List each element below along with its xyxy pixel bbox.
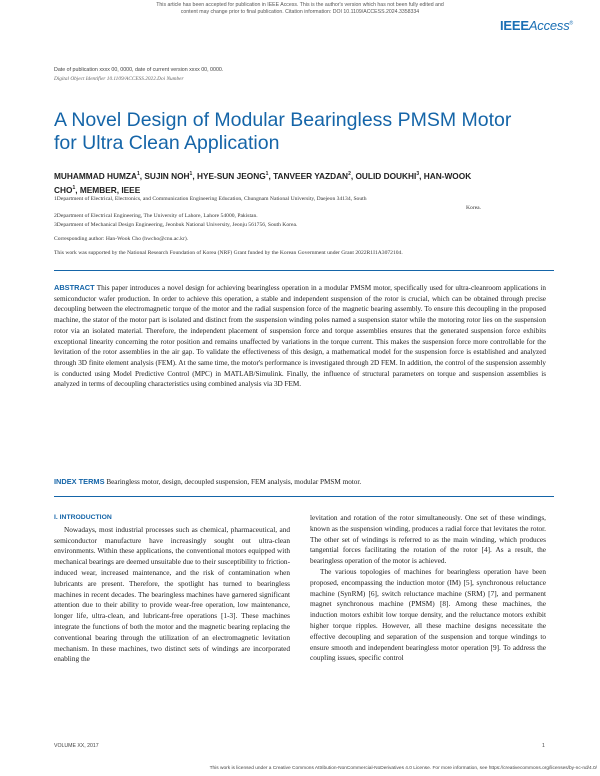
funding-statement: This work was supported by the National Research Foundation of Korea (NRF) Grant funded by the Korean Government under Grant 2022R1I1A3072104.: [54, 250, 403, 256]
author-name: HAN-WOOK CHO: [54, 170, 472, 195]
index-terms-body: Bearingless motor, design, decoupled suspension, FEM analysis, modular PMSM motor.: [106, 478, 362, 486]
author-membership: MEMBER, IEEE: [79, 184, 141, 195]
author-affil-mark: 2: [348, 171, 351, 177]
logo-registered: ®: [569, 20, 574, 27]
license-notice: This work is licensed under a Creative Commons Attribution-NonCommercial-NoDerivatives 4.0 License. For more information, see https://creativecommons.org/licenses/by-nc-nd/4.0/: [209, 766, 597, 771]
author-affil-mark: 1: [189, 171, 193, 177]
abstract-heading: ABSTRACT: [54, 283, 95, 292]
abstract: [54, 283, 546, 390]
ieee-access-logo: [500, 18, 573, 33]
logo-ieee: IEEE: [500, 18, 529, 33]
author-name: TANVEER YAZDAN: [273, 170, 349, 181]
author-affil-mark: 1: [136, 171, 140, 177]
author-affil-mark: 1: [265, 171, 269, 177]
author-affil-mark: 1: [72, 184, 76, 191]
index-terms: [54, 477, 546, 486]
author-list: MUHAMMAD HUMZA$^1$, SUJIN NOH$^1$, HYE-SUN JEONG$^1$, TANVEER YAZDAN$^2$, OULID DOUKHI$^3$, HAN-WOOK CHO$^1$, MEMBER, IEEE: [54, 170, 472, 195]
author-name: MUHAMMAD HUMZA: [54, 170, 137, 181]
paper-title: A Novel Design of Modular Bearingless PMSM Motor for Ultra Clean Application: [54, 109, 512, 154]
author-name: SUJIN NOH: [144, 170, 190, 181]
doi-line: Digital Object Identifier 10.1109/ACCESS.2022.Doi Number: [54, 76, 184, 82]
affiliation-1-cont: Korea.: [466, 204, 482, 211]
divider: [54, 496, 554, 497]
notice-line-1: This article has been accepted for publication in IEEE Access. This is the author's version which has not been fully edited and: [156, 2, 444, 8]
notice-line-2: content may change prior to final publication. Citation information: DOI 10.1109/ACCESS.2024.3358334: [180, 9, 420, 15]
volume-footer: VOLUME XX, 2017: [54, 743, 99, 749]
logo-access: Access: [528, 18, 570, 33]
abstract-body: This paper introduces a novel design for achieving bearingless operation in a modular PMSM motor, specifically used for ultra-cleanroom applications in semiconductor wafer production. In order to achieve this operation, a stable and independent suspension of the rotor is crucial, which can be obtained through precise decoupling between the electromagnetic torque of the motor and the radial suspension force of the magnetic bearing assembly. To ensure this decoupling in the proposed machine, the stator of the motor part is isolated and distinct from the suspension winding poles named a suspension stator while the motoring rotor lies on the suspension rotor via an isolated material. Therefore, the independent placement of suspension force and torque assemblies ensures that the generated suspension force exhibits exceptional linearity concerning the rotor position and remains unaffected by variations in the torque current. This makes the suspension force more controllable for the levitation of the rotor assemblies in the air gap. To validate the effectiveness of this design, a mathematical model for the suspension force is established and analyzed through 3D finite element analysis (FEM). At the same time, the motor's performance is investigated through 2D FEM. In addition, the control of the suspension assembly is conducted using Model Predictive Control (MPC) in MATLAB/Simulink. Finally, the influence of structural parameters on torque and suspension assemblies is analyzed in terms of decoupling characteristics using combined analysis via 3D FEM.: [54, 284, 546, 389]
section-heading: I. INTRODUCTION: [54, 514, 112, 521]
publication-date-line: Date of publication xxxx 00, 0000, date of current version xxxx 00, 0000.: [54, 67, 224, 73]
paragraph: The various topologies of machines for bearingless operation have been proposed, encompassing the induction motor (IM) [5], synchronous reluctance machine (SynRM) [6], switch reluctance machine (SRM) [7], and permanent magnet synchronous machine (PMSM) [8]. Among these machines, the induction motors exhibit low torque density, and the reluctance motors exhibit higher torque ripples. However, all these machine designs necessitate the effective decoupling and separation of the suspension and torque windings to ensure smooth and independent bearingless motor operation [9]. To address the coupling issues, specific control: [310, 566, 546, 663]
paragraph: levitation and rotation of the rotor simultaneously. One set of these windings, known as the suspension winding, produces a radial force that levitates the rotor. The other set of windings is referred to as the main winding, which produces tangential forces facilitating the rotation of the rotor [4]. As a result, the bearingless operation of the motor is achieved.: [310, 513, 546, 566]
author-name: OULID DOUKHI: [355, 170, 417, 181]
corresponding-author: Corresponding author: Han-Wook Cho (hwcho@cnu.ac.kr).: [54, 236, 189, 242]
affiliation-2: 2Department of Electrical Engineering, The University of Lahore, Lahore 54000, Pakistan.: [54, 213, 258, 220]
index-terms-heading: INDEX TERMS: [54, 477, 105, 486]
publication-notice: [0, 2, 600, 16]
author-affil-mark: 3: [416, 171, 420, 177]
divider: [54, 270, 554, 271]
affiliations: [54, 195, 494, 229]
affiliation-3: 3Department of Mechanical Design Engineering, Jeonbuk National University, Jeonju 561756, South Korea.: [54, 221, 298, 228]
body-column-left: [54, 513, 290, 665]
affiliation-1: 1Department of Electrical, Electronics, and Communication Engineering Education, Chungnam National University, Daejeon 34134, South: [54, 196, 367, 202]
page-number: 1: [542, 743, 545, 749]
paragraph: Nowadays, most industrial processes such as chemical, pharmaceutical, and semiconductor manufacture have increasingly sought out ultra-clean environments. Within these applications, the conventional motors equipped with mechanical bearings are deemed unsuitable due to their susceptibility to friction-induced wear, increased maintenance, and the risk of contamination when lubricants are present. Therefore, the spotlight has turned to bearingless machines in recent decades. The bearingless machines have garnered significant attention due to their ability to provide wear-free operation, low maintenance, longer life, ultra-clean, and lubricant-free operations [1-3]. These machines integrate the functions of both the motor and the magnetic bearing replacing the conventional bearing through the utilization of an electromagnetic levitation mechanism. In these machines, two distinct sets of windings are incorporated enabling the: [54, 524, 290, 664]
body-column-right: [310, 513, 546, 664]
publication-dates: [54, 66, 223, 84]
author-name: HYE-SUN JEONG: [196, 170, 266, 181]
